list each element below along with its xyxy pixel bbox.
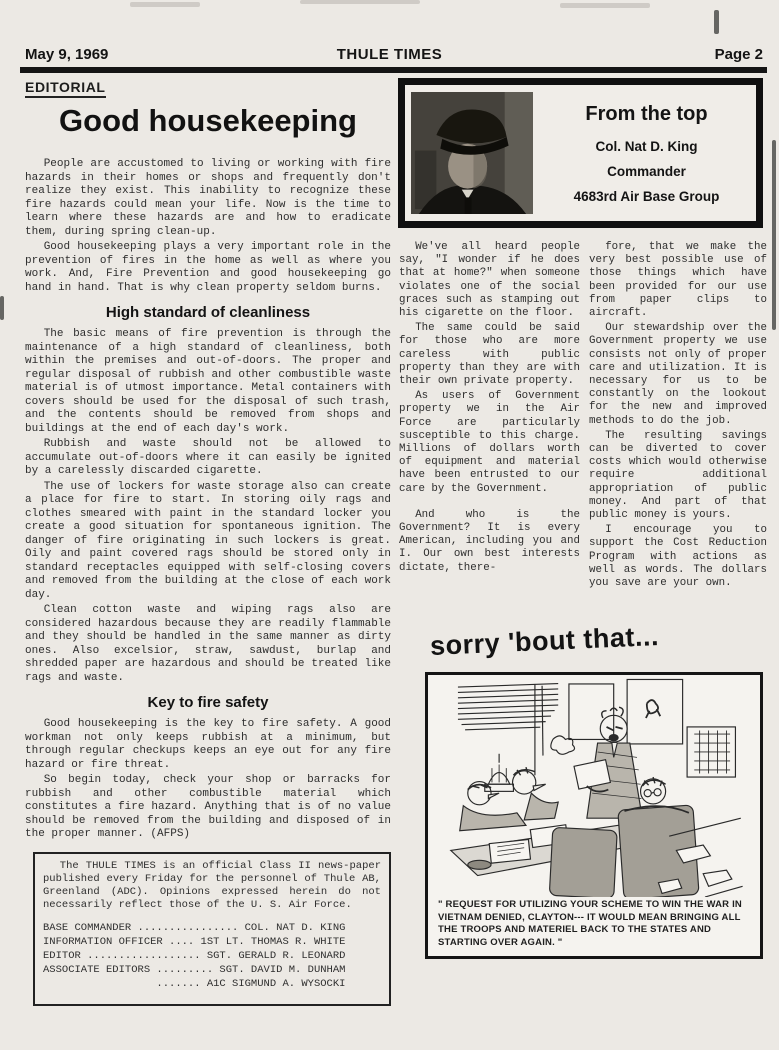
paragraph: The use of lockers for waste storage also can create a place for fire to start. In storing oily rags and clothes smeared with paint in the standard locker you create a good situation for spontaneous ignition. The danger of fire originating in such lockers is great. Oily and paint covered rags should be stored only in standard receptacles equipped with self-closing covers and removed from the building at the close of each work day. (25, 480, 391, 601)
from-the-top-text (543, 103, 750, 204)
cartoon-illustration (428, 675, 760, 897)
staff-line: EDITOR .................. SGT. GERALD R. LEONARD (43, 950, 346, 962)
paragraph: Good housekeeping is the key to fire safety. A good workman not only keeps rubbish at a minimum, but through regular checkups keeps an eye out for any fire hazard or fire threat. (25, 718, 391, 771)
staff-line: BASE COMMANDER ................ COL. NAT D. KING (43, 922, 346, 934)
paragraph: Our stewardship over the Government property we use consists not only of proper care and utilization. It is necessary for us to be constantly on the lookout for the new and improved methods to do the job. (589, 322, 767, 427)
paragraph: Clean cotton waste and wiping rags also are considered hazardous because they are readily flammable and they should be handled in the same manner as dirty ones. Also excelsior, straw, sawdust, burlap and shredded paper are hazardous and should be treated like rags and waste. (25, 604, 391, 684)
paragraph: Rubbish and waste should not be allowed to accumulate out-of-doors where it can easily be ignited by a carelessly discarded cigarette. (25, 438, 391, 477)
section-heading-fire-safety: Key to fire safety (147, 694, 269, 711)
editorial-article-body (25, 158, 391, 844)
commander-role: Commander (607, 163, 686, 179)
staff-line: ASSOCIATE EDITORS ......... SGT. DAVID M. DUNHAM (43, 964, 346, 976)
paragraph: As users of Government property we in the Air Force are particularly susceptible to this charge. Millions of dollars worth of equipment and material have been entrusted to our care by the Government. (399, 390, 580, 495)
commander-column-2 (589, 241, 767, 592)
masthead-about: The THULE TIMES is an official Class II news-paper published every Friday for the personnel of Thule AB, Greenland (ADC). Opinions expressed herein do not necessarily reflect those of the U. S. Air Force. (43, 860, 381, 911)
page-number: Page 2 (714, 46, 763, 63)
paragraph: People are accustomed to living or working with fire hazards in their homes or shops and frequently don't realize they exist. This inability to recognize these fire hazards could mean your life. Now is the time to learn where these hazards are and how to eradicate them, during spring clean-up. (25, 158, 391, 238)
section-cleanliness-paragraphs (25, 328, 391, 685)
cartoon-box (425, 672, 763, 959)
article-headline: Good housekeeping (59, 103, 357, 138)
commander-photo (411, 92, 533, 214)
commander-unit: 4683rd Air Base Group (573, 188, 720, 204)
scan-artifact (560, 3, 650, 8)
paragraph: Good housekeeping plays a very important role in the prevention of fires in the home as well as where you work. And, Fire Prevention and good housekeeping go hand in hand. That is why clean property seldom burns. (25, 241, 391, 294)
paragraph: The basic means of fire prevention is through the maintenance of a high standard of cleanliness, both within the premises and out-of-doors. The proper and regular disposal of rubbish and other combustible waste material is of utmost importance. Metal containers with covers should be used for the disposal of such trash, and the contents should be removed from shops and buildings at the end of each day's work. (25, 328, 391, 435)
scan-artifact (772, 140, 776, 330)
scan-artifact (130, 2, 200, 7)
section-heading-cleanliness: High standard of cleanliness (105, 304, 311, 321)
paper-title: THULE TIMES (336, 46, 443, 63)
cartoon-title: sorry 'bout that... (429, 621, 660, 661)
masthead-box (33, 852, 391, 1006)
scan-artifact (714, 10, 719, 34)
from-the-top-box (398, 78, 763, 228)
issue-date: May 9, 1969 (25, 46, 109, 63)
editorial-label: EDITORIAL (25, 79, 106, 98)
paragraph: The same could be said for those who are more careless with public property than they are with their own private property. (399, 322, 580, 388)
paragraph: The resulting savings can be diverted to cover costs which would otherwise require additional appropriation of public money. And part of that public money is yours. (589, 429, 767, 522)
paragraph: And who is the Government? It is every American, including you and I. Our own best interests dictate, there- (399, 508, 580, 574)
staff-line: ....... A1C SIGMUND A. WYSOCKI (43, 978, 346, 990)
paragraph: We've all heard people say, "I wonder if he does that at home?" when someone violates one of the social graces such as stamping out his cigarette on the floor. (399, 241, 580, 320)
staff-line: INFORMATION OFFICER .... 1ST LT. THOMAS R. WHITE (43, 936, 346, 948)
column-title: From the top (585, 102, 708, 125)
commander-column-1 (399, 241, 580, 577)
scan-artifact (0, 296, 4, 320)
section-fire-safety-paragraphs (25, 718, 391, 842)
paragraph: fore, that we make the very best possible use of those things which have been provided for our use from paper clips to aircraft. (589, 241, 767, 320)
editorial-intro (25, 158, 391, 295)
cartoon-caption: " REQUEST FOR UTILIZING YOUR SCHEME TO WIN THE WAR IN VIETNAM DENIED, CLAYTON--- IT WOULD MEAN BRINGING ALL THE TROOPS AND MATERIEL BACK TO THE STATES AND STARTING OVER AGAIN. " (438, 899, 742, 948)
header-rule (20, 67, 767, 73)
commander-name: Col. Nat D. King (595, 138, 698, 154)
paragraph: So begin today, check your shop or barracks for rubbish and other combustible material which constitutes a fire hazard. Anything that is of no value should be removed from the building and disposed of in the proper manner. (AFPS) (25, 774, 391, 840)
masthead-staff-list (43, 921, 381, 991)
scan-artifact (300, 0, 420, 4)
paragraph: I encourage you to support the Cost Reduction Program with actions as well as words. The dollars you save are your own. (589, 524, 767, 590)
